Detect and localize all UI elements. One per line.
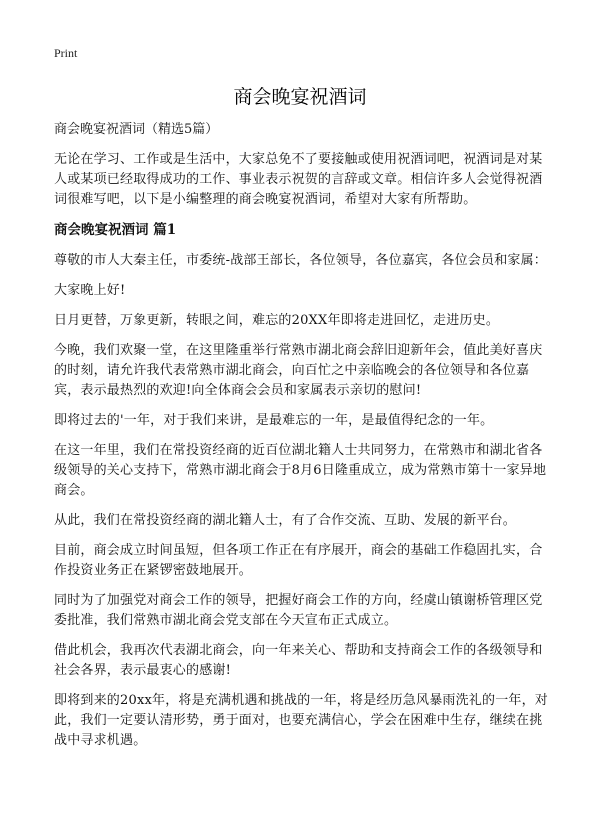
paragraph: 即将到来的20xx年，将是充满机遇和挑战的一年，将是经历急风暴雨洗礼的一年，对此，我们一定要认清形势，勇于面对，也要充满信心，学会在困难中生存，继续在挑战中寻求机遇。 bbox=[54, 693, 549, 748]
paragraph: 今晚，我们欢聚一堂，在这里隆重举行常熟市湖北商会辞旧迎新年会，值此美好喜庆的时刻，请允许我代表常熟市湖北商会，向百忙之中亲临晚会的各位领导和各位嘉宾，表示最热烈的欢迎!向全体商会会员和家属表示亲切的慰问! bbox=[54, 343, 543, 398]
paragraph: 目前，商会成立时间虽短，但各项工作正在有序展开，商会的基础工作稳固扎实，合作投资业务正在紧锣密鼓地展开。 bbox=[54, 543, 543, 578]
paragraph: 在这一年里，我们在常投资经商的近百位湖北籍人士共同努力，在常熟市和湖北省各级领导的关心支持下，常熟市湖北商会于8月6日隆重成立，成为常熟市第十一家异地商会。 bbox=[54, 443, 547, 498]
paragraph: 尊敬的市人大秦主任，市委统-战部王部长，各位领导，各位嘉宾，各位会员和家属： bbox=[54, 253, 547, 268]
page-title: 商会晚宴祝酒词 bbox=[233, 86, 367, 108]
paragraph: 借此机会，我再次代表湖北商会，向一年来关心、帮助和支持商会工作的各级领导和社会各界，表示最衷心的感谢! bbox=[54, 643, 543, 678]
paragraph: 同时为了加强党对商会工作的领导，把握好商会工作的方向，经虞山镇谢桥管理区党委批准，我们常熟市湖北商会党支部在今天宣布正式成立。 bbox=[54, 593, 543, 628]
paragraph: 日月更替，万象更新，转眼之间，难忘的20XX年即将走进回忆，走进历史。 bbox=[54, 313, 500, 328]
paragraph: 即将过去的'一年，对于我们来讲，是最难忘的一年，是最值得纪念的一年。 bbox=[54, 413, 494, 428]
paragraph: 从此，我们在常投资经商的湖北籍人士，有了合作交流、互助、发展的新平台。 bbox=[54, 513, 517, 528]
section-heading: 商会晚宴祝酒词 篇1 bbox=[54, 222, 177, 238]
intro-paragraph: 无论在学习、工作或是生活中，大家总免不了要接触或使用祝酒词吧，祝酒词是对某人或某项已经取得成功的工作、事业表示祝贺的言辞或文章。相信许多人会觉得祝酒词很难写吧，以下是小编整理的商会晚宴祝酒词，希望对大家有所帮助。 bbox=[54, 152, 543, 207]
paragraph: 大家晚上好! bbox=[54, 283, 126, 298]
document-subtitle: 商会晚宴祝酒词（精选5篇） bbox=[54, 122, 219, 137]
document-body bbox=[54, 120, 554, 761]
print-label[interactable]: Print bbox=[54, 46, 78, 60]
